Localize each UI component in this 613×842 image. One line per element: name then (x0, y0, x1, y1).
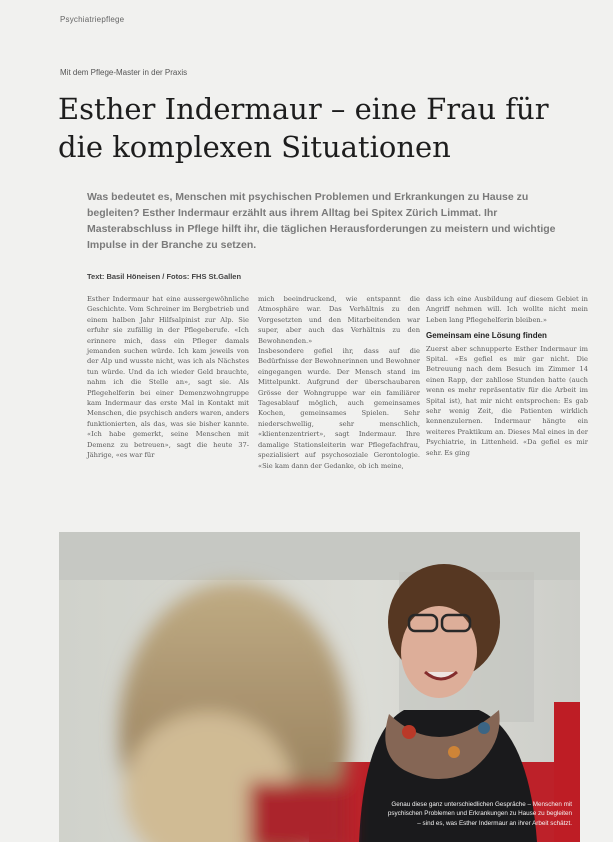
column-2-paragraph-1: mich beeindruckend, wie entspannt die Atmosphäre war. Das Verhältnis zu den Vorgesetzten und den Mitarbeitenden war super, aber auch das Verhältnis zu den Bewohnenden.» (258, 295, 420, 345)
article-photo (59, 532, 580, 842)
article-kicker: Mit dem Pflege-Master in der Praxis (60, 68, 188, 77)
text-column-2 (258, 294, 420, 471)
article-credits: Text: Basil Höneisen / Fotos: FHS St.Gallen (87, 272, 242, 281)
article-lead: Was bedeutet es, Menschen mit psychischen Problemen und Erkrankungen zu Hause zu begleiten? Esther Indermaur erzählt aus ihrem Alltag bei Spitex Zürich Limmat. Ihr Masterabschluss in Pflege hilft ihr, die täglichen Herausforderungen zu meistern und wichtige Impulse in der Branche zu setzen. (87, 191, 556, 251)
text-column-1 (87, 294, 249, 461)
column-3-paragraph-1: dass ich eine Ausbildung auf diesem Gebiet in Angriff nehmen will. Ich wollte nicht mein Leben lang Pflegehelferin bleiben.» (426, 295, 588, 324)
photo-caption-text: Genau diese ganz unterschiedlichen Gespräche – Menschen mit psychischen Problemen und Erkrankungen zu Hause zu begleiten – sind es, was Esther Indermaur an ihrer Arbeit schätzt. (387, 800, 572, 827)
headline-line-2: die komplexen Situationen (58, 130, 451, 164)
photo-caption (386, 800, 572, 828)
column-1-paragraph: Esther Indermaur hat eine aussergewöhnliche Geschichte. Vom Schreiner im Bergbetrieb und einem halben Jahr Hilfsalpinist zur Alp. Sie erfuhr sie zufällig in der Pflegeberufe. «Ich erinnere mich, dass ein Pfleger damals jemanden suchen würde. Ich kam jeweils von der Alp und wusste nicht, was ich als Nächstes tun würde. Und da ich wieder Geld brauchte, nahm ich die Stelle an», sagt sie. Als Pflegehelferin bei einer Demenzwohngruppe kam Indermaur das erste Mal in Kontakt mit Menschen, die psychisch anders waren, anders funktionierten, als das, was sie bisher kannte. «Ich habe gemerkt, seine Menschen mit Demenz zu betreuen», sagt die heute 37-Jährige, «es war für (87, 295, 249, 460)
photo-tone (59, 532, 580, 842)
article-headline (58, 90, 578, 166)
running-head: Psychiatriepflege (60, 15, 125, 24)
column-3-paragraph-2: Zuerst aber schnupperte Esther Indermaur im Spital. «Es gefiel es mir gar nicht. Die Betreuung nach dem Besuch im Zimmer 14 einen Rapp, der zahllose Stunden hatte (auch wenn es mehr repräsentativ für die Arbeit im Spital ist), hat mir nicht entsprochen: Es gab sehr wenig Zeit, die Patienten wirklich kennenzulernen. Indermaur hängte ein weiteres Praktikum an. Dieses Mal eines in der Psychiatrie, in Littenheid. «Da gefiel es mir sehr. Es ging (426, 344, 588, 457)
column-2-paragraph-2: Insbesondere gefiel ihr, dass auf die Bedürfnisse der Bewohnerinnen und Bewohner eingegangen wurde. Der Mensch stand im Mittelpunkt. Aufgrund der überschaubaren Grösse der Wohngruppe war ein familiärer Tagesablauf möglich, auch gemeinsames Kochen, gemeinsames Spielen. Sehr niederschwellig, sehr menschlich, «klientenzentriert», sagt Indermaur. Ihre damalige Stationsleiterin war Pflegefachfrau, spezialisiert auf psychosoziale Gerontologie. «Sie kam dann der Gedanke, ob ich meine, (258, 347, 420, 470)
headline-line-1: Esther Indermaur – eine Frau für (58, 92, 549, 126)
photo-illustration (59, 532, 580, 842)
column-3-subheading: Gemeinsam eine Lösung finden (426, 331, 547, 341)
text-column-3 (426, 294, 588, 458)
